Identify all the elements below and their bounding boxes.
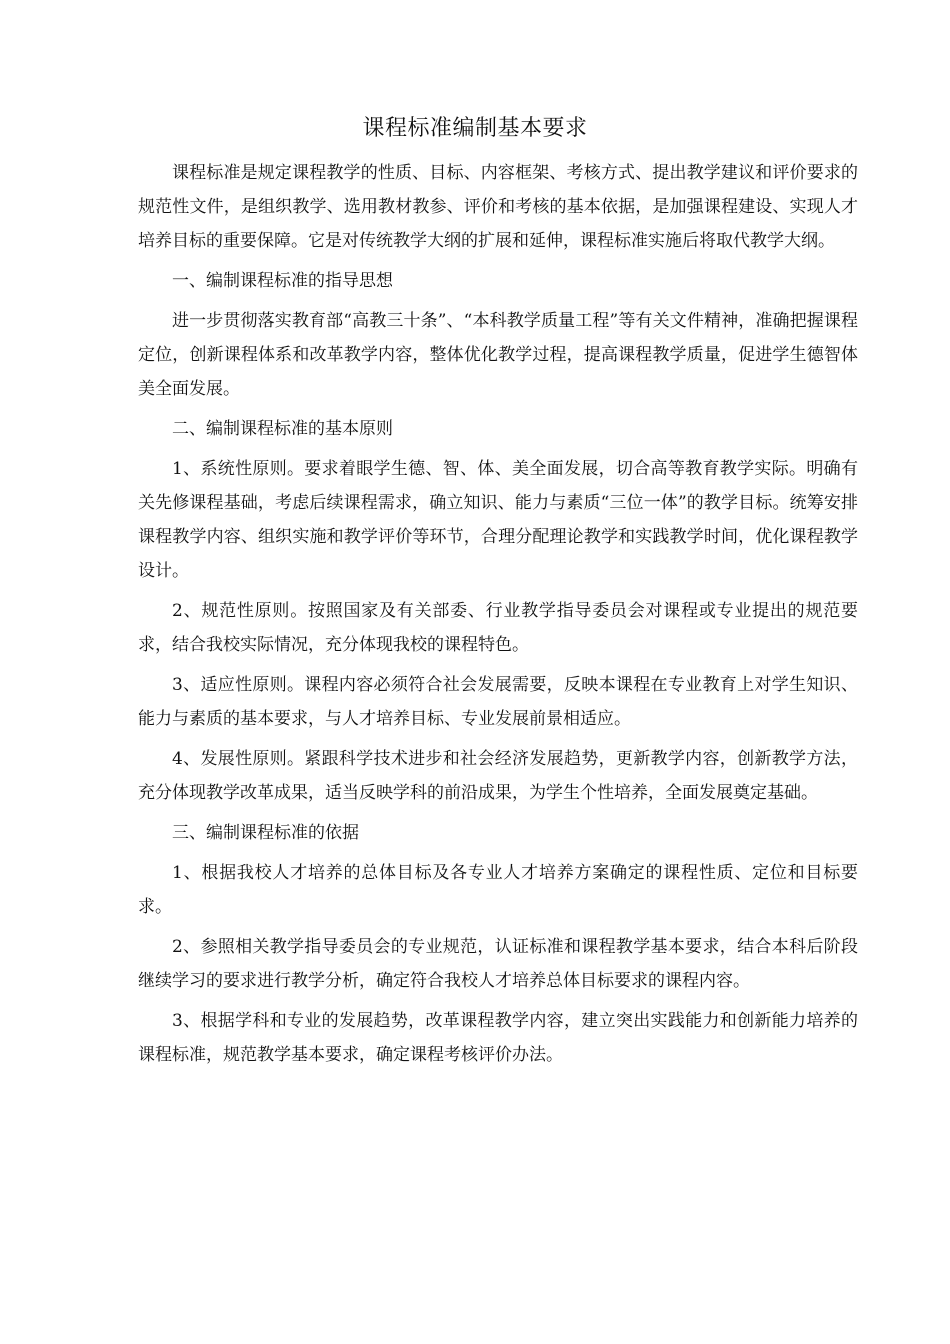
intro-paragraph: 课程标准是规定课程教学的性质、目标、内容框架、考核方式、提出教学建议和评价要求的规范性文件，是组织教学、选用教材教参、评价和考核的基本依据，是加强课程建设、实现人才培养目标的重要保障。它是对传统教学大纲的扩展和延伸，课程标准实施后将取代教学大纲。 (138, 163, 858, 251)
section-heading-guiding-ideology: 一、编制课程标准的指导思想 (172, 271, 393, 291)
section-paragraph: 1、根据我校人才培养的总体目标及各专业人才培养方案确定的课程性质、定位和目标要求。 (138, 863, 858, 917)
section-heading-basis: 三、编制课程标准的依据 (172, 823, 359, 843)
section-paragraph: 3、根据学科和专业的发展趋势，改革课程教学内容，建立突出实践能力和创新能力培养的课程标准，规范教学基本要求，确定课程考核评价办法。 (138, 1011, 858, 1065)
section-paragraph: 进一步贯彻落实教育部“高教三十条”、“本科教学质量工程”等有关文件精神，准确把握课程定位，创新课程体系和改革教学内容，整体优化教学过程，提高课程教学质量，促进学生德智体美全面发展。 (138, 311, 858, 399)
section-heading-basic-principles: 二、编制课程标准的基本原则 (172, 419, 393, 439)
section-paragraph: 1、系统性原则。要求着眼学生德、智、体、美全面发展，切合高等教育教学实际。明确有关先修课程基础，考虑后续课程需求，确立知识、能力与素质“三位一体”的教学目标。统筹安排课程教学内容、组织实施和教学评价等环节，合理分配理论教学和实践教学时间，优化课程教学设计。 (138, 459, 858, 581)
section-paragraph: 3、适应性原则。课程内容必须符合社会发展需要，反映本课程在专业教育上对学生知识、能力与素质的基本要求，与人才培养目标、专业发展前景相适应。 (138, 675, 858, 729)
document-body (138, 156, 858, 1072)
document-title: 课程标准编制基本要求 (362, 116, 588, 141)
section-paragraph: 2、参照相关教学指导委员会的专业规范，认证标准和课程教学基本要求，结合本科后阶段继续学习的要求进行教学分析，确定符合我校人才培养总体目标要求的课程内容。 (138, 937, 858, 991)
section-paragraph: 4、发展性原则。紧跟科学技术进步和社会经济发展趋势，更新教学内容，创新教学方法，充分体现教学改革成果，适当反映学科的前沿成果，为学生个性培养，全面发展奠定基础。 (138, 749, 858, 803)
section-paragraph: 2、规范性原则。按照国家及有关部委、行业教学指导委员会对课程或专业提出的规范要求，结合我校实际情况，充分体现我校的课程特色。 (138, 601, 858, 655)
